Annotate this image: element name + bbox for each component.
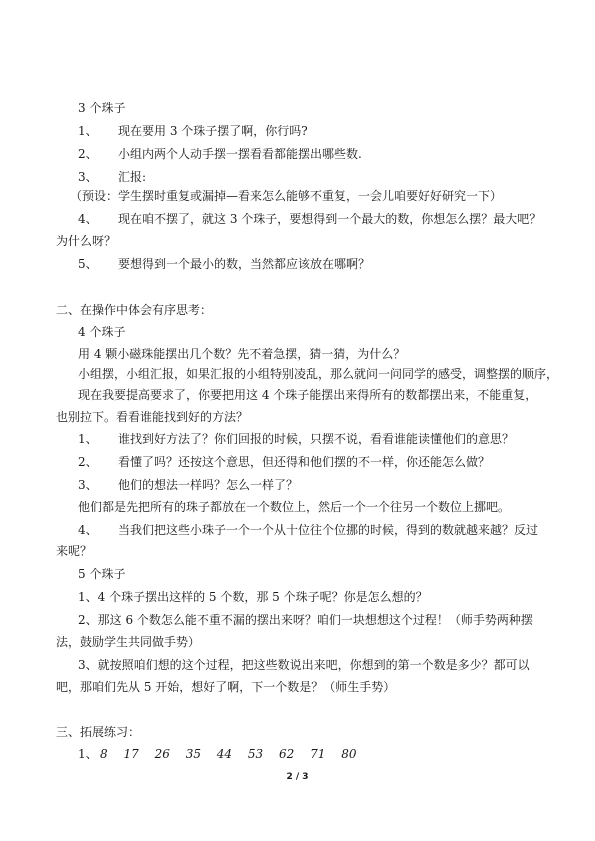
heading-5-beads: 5 个珠子: [78, 567, 126, 581]
step-text: 要想得到一个最小的数，当然都应该放在哪啊？: [118, 257, 371, 271]
step-number: 1、: [78, 432, 98, 446]
preset-note: （预设：学生摆时重复或漏掉—看来怎么能够不重复，一会儿咱要好好研究一下）: [70, 189, 503, 203]
sequence-number: 62: [279, 747, 295, 761]
step-number: 1、: [78, 124, 98, 138]
sequence-number: 17: [123, 747, 139, 761]
sequence-number: 44: [216, 747, 233, 761]
sequence-number: 35: [185, 747, 201, 761]
paragraph-line: 为什么呀？: [56, 234, 117, 248]
sequence-number: 8: [100, 747, 108, 761]
paragraph-line: 1、4 个珠子摆出这样的 5 个数，那 5 个珠子呢？你是怎么想的？: [78, 590, 428, 604]
paragraph-line: 3、就按照咱们想的这个过程，把这些数说出来吧，你想到的第一个数是多少？都可以: [78, 658, 530, 672]
step-number: 2、: [78, 147, 98, 161]
sequence-number: 26: [154, 747, 170, 761]
paragraph-line: 2、那这 6 个数怎么能不重不漏的摆出来呀？咱们一块想想这个过程！（师手势两种摆: [78, 613, 533, 627]
paragraph-line: 用 4 颗小磁珠能摆出几个数？先不着急摆，猜一猜，为什么？: [78, 347, 406, 361]
step-number: 5、: [78, 257, 98, 271]
page-number: 2 / 3: [286, 772, 309, 782]
step-text: 看懂了吗？还按这个意思，但还得和他们摆的不一样，你还能怎么做？: [118, 455, 491, 469]
step-number: 3、: [78, 170, 98, 184]
sequence-number: 71: [310, 747, 326, 761]
sequence-prefix: 1、: [78, 747, 98, 761]
step-number: 4、: [78, 523, 98, 537]
paragraph-line: 来呢？: [56, 544, 93, 558]
paragraph-line: 吧，那咱们先从 5 开始，想好了啊，下一个数是？（师生手势）: [56, 680, 396, 694]
heading-4-beads: 4 个珠子: [78, 325, 126, 339]
sequence-number: 80: [341, 747, 357, 761]
section-heading-2: 二、在操作中体会有序思考：: [56, 303, 213, 317]
number-sequence: [100, 747, 369, 761]
step-text: 谁找到好方法了？你们回报的时候，只摆不说，看看谁能读懂他们的意思？: [118, 432, 515, 446]
paragraph-line: 也别拉下。看看谁能找到好的方法？: [56, 410, 249, 424]
heading-3-beads: 3 个珠子: [78, 101, 126, 115]
step-number: 4、: [78, 212, 98, 226]
step-text: 现在要用 3 个珠子摆了啊，你行吗?: [118, 124, 308, 138]
step-text: 小组内两个人动手摆一摆看看都能摆出哪些数.: [118, 147, 362, 161]
step-number: 3、: [78, 478, 98, 492]
step-text: 当我们把这些小珠子一个一个从十位往个位挪的时候，得到的数就越来越？反过: [118, 523, 539, 537]
step-text: 他们的想法一样吗？怎么一样了？: [118, 478, 299, 492]
paragraph-line: 现在我要提高要求了，你要把用这 4 个珠子能摆出来得所有的数都摆出来，不能重复，: [78, 388, 538, 402]
step-number: 2、: [78, 455, 98, 469]
section-heading-3: 三、拓展练习：: [56, 725, 141, 739]
paragraph-line: 他们都是先把所有的珠子都放在一个数位上，然后一个一个往另一个数位上挪吧。: [78, 500, 511, 514]
paragraph-line: 法，鼓励学生共同做手势）: [56, 635, 201, 649]
sequence-number: 53: [247, 747, 264, 761]
step-text: 汇报:: [118, 170, 147, 184]
paragraph-line: 小组摆，小组汇报，如果汇报的小组特别凌乱，那么就问一问同学的感受，调整摆的顺序，: [78, 367, 559, 381]
step-text: 现在咱不摆了，就这 3 个珠子，要想得到一个最大的数，你想怎么摆？最大吧？: [118, 212, 542, 226]
